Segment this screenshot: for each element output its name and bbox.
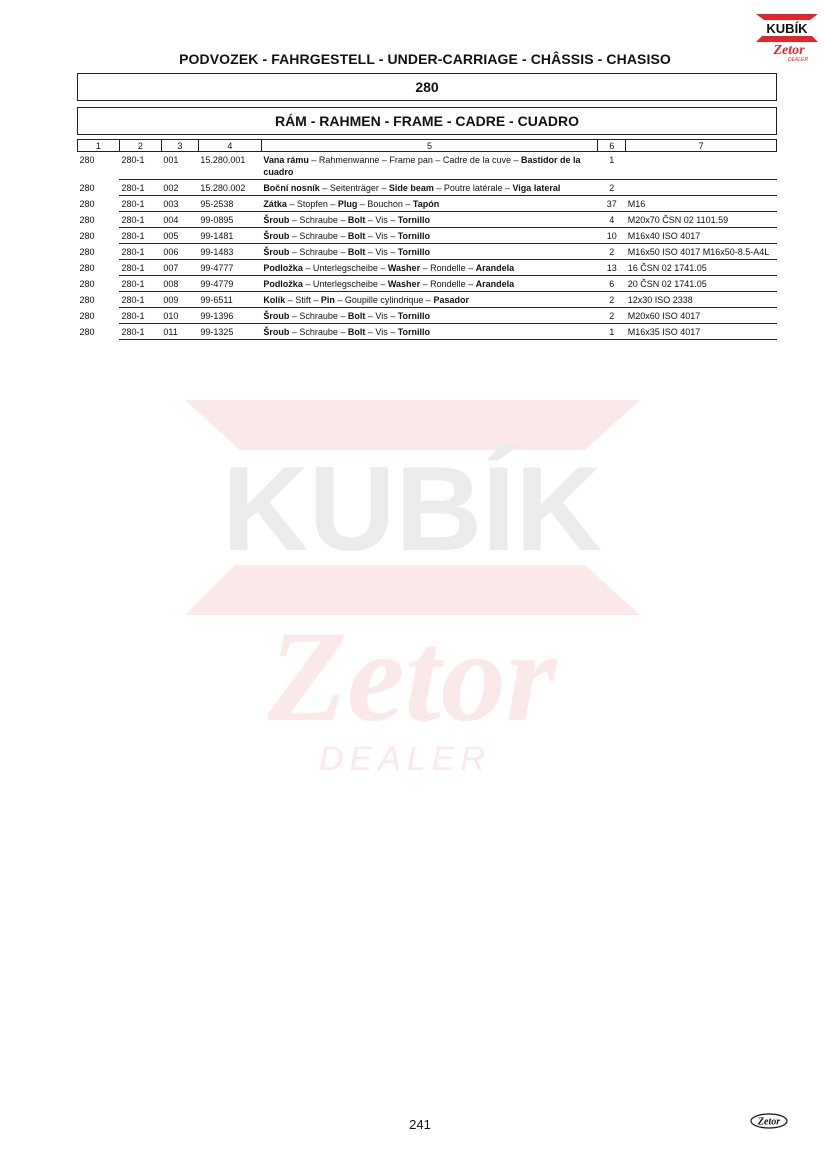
description-cell [261,244,597,260]
part-name-de: – Seitenträger – [319,183,389,193]
table-row [78,152,777,180]
figure-cell: 280-1 [119,244,161,260]
description-cell [261,180,597,196]
part-name-cz: Vana rámu [263,155,309,165]
quantity-cell: 2 [598,308,626,324]
part-name-es: Arandela [475,279,515,289]
group-cell: 280 [79,246,95,257]
part-name-fr: – Vis – [365,247,398,257]
group-cell: 280 [79,198,95,209]
part-name-es: Tornillo [397,247,431,257]
note-cell: M20x60 ISO 4017 [626,308,777,324]
part-number-cell: 99-1481 [198,228,261,244]
group-cell: 280 [79,230,95,241]
description-cell [261,196,597,212]
part-name-es: Bastidor de la cuadro [263,155,581,177]
group-number: 280 [415,79,439,95]
part-name-de: – Schraube – [289,231,348,241]
part-name-en: Bolt [347,231,366,241]
note-cell: 12x30 ISO 2338 [626,292,777,308]
note-cell: M16 [626,196,777,212]
figure-cell: 280-1 [119,276,161,292]
table-header-row [78,140,777,152]
parts-table [77,139,777,340]
svg-text:Zetor: Zetor [773,43,805,58]
column-header: 7 [626,140,777,152]
column-header: 5 [261,140,597,152]
group-cell: 280 [79,310,95,321]
group-number-box [77,73,777,101]
part-name-en: Washer [387,263,421,273]
group-cell: 280 [79,182,95,193]
table-row [78,212,777,228]
quantity-cell: 13 [598,260,626,276]
description-cell [261,324,597,340]
section-title: RÁM - RAHMEN - FRAME - CADRE - CUADRO [274,113,580,129]
part-name-en: Pin [320,295,335,305]
figure-cell: 280-1 [119,212,161,228]
svg-text:DEALER: DEALER [318,740,492,778]
part-number-cell: 99-1325 [198,324,261,340]
part-name-cz: Zátka [263,199,287,209]
section-title-box [77,107,777,135]
svg-text:Zetor: Zetor [757,1116,781,1128]
svg-text:DEALER: DEALER [787,57,809,62]
part-name-cz: Šroub [263,311,290,321]
position-cell: 004 [161,212,198,228]
svg-text:KUBÍK: KUBÍK [766,21,808,36]
part-name-en: Plug [337,199,358,209]
part-name-de: – Schraube – [289,247,348,257]
zetor-footer-logo [750,1113,788,1129]
part-name-cz: Kolík [263,295,286,305]
part-number-cell: 99-0895 [198,212,261,228]
position-cell: 009 [161,292,198,308]
figure-cell: 280-1 [119,260,161,276]
part-number-cell: 99-6511 [198,292,261,308]
note-cell: M20x70 ČSN 02 1101.59 [626,212,777,228]
quantity-cell: 37 [598,196,626,212]
part-name-cz: Podložka [263,263,303,273]
part-name-es: Tapón [412,199,440,209]
column-header: 6 [598,140,626,152]
part-name-en: Bolt [347,215,366,225]
group-cell: 280 [79,262,95,273]
part-name-es: Tornillo [397,231,431,241]
part-name-fr: – Vis – [365,215,398,225]
part-number-cell: 99-1396 [198,308,261,324]
part-name-fr: – Bouchon – [357,199,413,209]
part-number-cell: 95-2538 [198,196,261,212]
position-cell: 011 [161,324,198,340]
part-name-de: – Unterlegscheibe – [302,279,388,289]
part-name-cz: Šroub [263,247,290,257]
part-name-de: – Schraube – [289,215,348,225]
part-number-cell: 99-4779 [198,276,261,292]
note-cell: M16x50 ISO 4017 M16x50-8.5-A4L [626,244,777,260]
description-cell [261,152,597,180]
group-cell: 280 [79,294,95,305]
part-name-de: – Schraube – [289,327,348,337]
part-number-cell: 99-1483 [198,244,261,260]
quantity-cell: 10 [598,228,626,244]
part-name-fr: – Vis – [365,311,398,321]
part-number-cell: 15.280.001 [198,152,261,180]
table-row [78,244,777,260]
part-name-es: Tornillo [397,327,431,337]
table-row [78,308,777,324]
quantity-cell: 1 [598,324,626,340]
part-name-en: Side beam [388,183,434,193]
part-name-en: Washer [387,279,421,289]
quantity-cell: 2 [598,244,626,260]
column-header: 4 [198,140,261,152]
column-header: 2 [119,140,161,152]
table-row [78,276,777,292]
part-name-cz: Šroub [263,231,290,241]
note-cell: 20 ČSN 02 1741.05 [626,276,777,292]
figure-cell: 280-1 [119,292,161,308]
position-cell: 006 [161,244,198,260]
column-header: 3 [161,140,198,152]
group-cell: 280 [79,278,95,289]
part-name-fr: – Rondelle – [420,263,476,273]
part-name-de: – Stift – [285,295,321,305]
part-name-de: – Schraube – [289,311,348,321]
note-cell: M16x40 ISO 4017 [626,228,777,244]
figure-cell: 280-1 [119,152,161,180]
figure-cell: 280-1 [119,196,161,212]
part-name-de: – Unterlegscheibe – [302,263,388,273]
quantity-cell: 1 [598,152,626,180]
group-cell: 280 [79,214,95,225]
position-cell: 002 [161,180,198,196]
description-cell [261,228,597,244]
figure-cell: 280-1 [119,324,161,340]
quantity-cell: 2 [598,180,626,196]
position-cell: 003 [161,196,198,212]
part-name-fr: – Poutre latérale – [433,183,513,193]
position-cell: 007 [161,260,198,276]
description-cell [261,292,597,308]
position-cell: 005 [161,228,198,244]
position-cell: 008 [161,276,198,292]
position-cell: 001 [161,152,198,180]
description-cell [261,212,597,228]
figure-cell: 280-1 [119,228,161,244]
description-cell [261,276,597,292]
part-name-es: Tornillo [397,215,431,225]
part-name-es: Tornillo [397,311,431,321]
description-cell [261,308,597,324]
page-number: 241 [409,1117,431,1132]
table-row [78,180,777,196]
part-name-es: Viga lateral [512,183,561,193]
quantity-cell: 6 [598,276,626,292]
quantity-cell: 4 [598,212,626,228]
part-number-cell: 99-4777 [198,260,261,276]
part-name-fr: – Vis – [365,327,398,337]
page-title: PODVOZEK - FAHRGESTELL - UNDER-CARRIAGE - CHÂSSIS - CHASISO [179,51,671,67]
part-name-es: Arandela [475,263,515,273]
part-name-de: – Stopfen – [286,199,338,209]
column-header: 1 [78,140,120,152]
svg-text:KUBÍK: KUBÍK [222,442,602,576]
description-cell [261,260,597,276]
table-row [78,292,777,308]
note-cell: 16 ČSN 02 1741.05 [626,260,777,276]
note-cell [626,152,777,180]
part-name-en: Bolt [347,311,366,321]
svg-text:Zetor: Zetor [267,605,557,749]
note-cell: M16x35 ISO 4017 [626,324,777,340]
part-number-cell: 15.280.002 [198,180,261,196]
part-name-cz: Boční nosník [263,183,320,193]
table-row [78,228,777,244]
group-cell: 280 [79,155,95,165]
part-name-fr: – Goupille cylindrique – [334,295,434,305]
part-name-cz: Šroub [263,327,290,337]
group-cell: 280 [79,326,95,337]
table-row [78,196,777,212]
kubik-zetor-dealer-logo [756,14,818,62]
figure-cell: 280-1 [119,308,161,324]
part-name-fr: – Vis – [365,231,398,241]
part-name-cz: Šroub [263,215,290,225]
part-name-translations: – Rahmenwanne – Frame pan – Cadre de la cuve – [308,155,521,165]
watermark-logo [185,400,640,790]
part-name-en: Bolt [347,327,366,337]
table-row [78,324,777,340]
note-cell [626,180,777,196]
figure-cell: 280-1 [119,180,161,196]
table-row [78,260,777,276]
part-name-fr: – Rondelle – [420,279,476,289]
part-name-es: Pasador [433,295,469,305]
part-name-en: Bolt [347,247,366,257]
quantity-cell: 2 [598,292,626,308]
part-name-cz: Podložka [263,279,303,289]
position-cell: 010 [161,308,198,324]
